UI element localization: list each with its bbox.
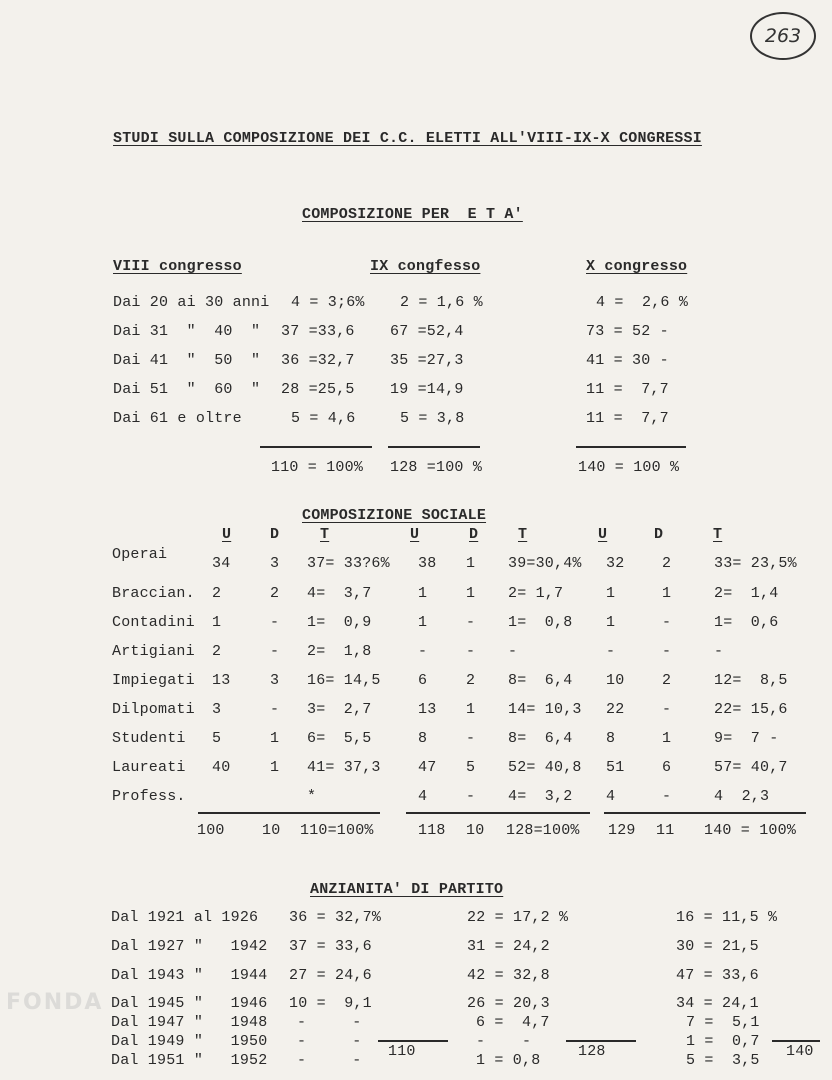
eta-row-ix: 5 = 3,8 [400,410,465,427]
col-header-t: T [518,526,528,543]
sociale-row-label: Studenti [112,730,186,747]
sociale-cell: 51 [606,759,625,776]
sociale-cell: 6 [418,672,428,689]
sociale-cell: - [606,643,616,660]
eta-row-viii: 4 = 3;6% [291,294,365,311]
anz-row-viii: 36 = 32,7% [289,909,382,926]
archive-watermark: FONDA [6,990,104,1015]
anz-total-ix: 128 [578,1043,606,1060]
anz-row-viii: 37 = 33,6 [289,938,372,955]
congress-viii-label: VIII congresso [113,258,242,275]
sociale-cell: 1 [270,759,280,776]
eta-row-ix: 19 =14,9 [390,381,464,398]
sociale-cell: 2 [466,672,476,689]
col-header-d: D [270,526,280,543]
anz-row-ix: - - [476,1033,532,1050]
anz-row-label: Dal 1943 " 1944 [111,967,268,984]
eta-heading: COMPOSIZIONE PER E T A' [302,206,523,223]
sum-rule [378,1040,448,1042]
col-header-t: T [320,526,330,543]
sociale-row-label: Laureati [112,759,186,776]
sociale-cell: 2 [662,672,672,689]
sociale-heading: COMPOSIZIONE SOCIALE [302,507,487,524]
anz-row-viii: 27 = 24,6 [289,967,372,984]
eta-row-label: Dai 20 ai 30 anni [113,294,270,311]
anz-row-label: Dal 1947 " 1948 [111,1014,268,1031]
anz-row-ix: 6 = 4,7 [476,1014,550,1031]
eta-row-ix: 35 =27,3 [390,352,464,369]
sociale-total-cell: 10 [466,822,485,839]
sociale-cell: 1= 0,9 [307,614,372,631]
eta-total-ix: 128 =100 % [390,459,483,476]
sociale-cell: - [508,643,518,660]
eta-row-x: 4 = 2,6 % [596,294,689,311]
sociale-cell: 8 [418,730,428,747]
sociale-cell: 2= 1,4 [714,585,779,602]
sociale-cell: 1 [606,585,616,602]
sociale-cell: 1 [418,585,428,602]
sociale-row-label: Impiegati [112,672,195,689]
sociale-cell: 16= 14,5 [307,672,381,689]
sum-rule [576,446,686,448]
sociale-cell: 6= 5,5 [307,730,372,747]
eta-total-x: 140 = 100 % [578,459,680,476]
sociale-cell: 8= 6,4 [508,730,573,747]
anzianita-heading: ANZIANITA' DI PARTITO [310,881,504,898]
sociale-cell: 4 2,3 [714,788,770,805]
anz-row-ix: 1 = 0,8 [476,1052,541,1069]
eta-row-viii: 28 =25,5 [281,381,355,398]
anz-row-viii: 10 = 9,1 [289,995,372,1012]
sociale-cell: 4= 3,7 [307,585,372,602]
col-header-u: U [410,526,420,543]
eta-row-label: Dai 51 " 60 " [113,381,261,398]
sociale-cell: 3= 2,7 [307,701,372,718]
sociale-cell: - [270,701,280,718]
sociale-cell: 13 [212,672,231,689]
sociale-cell: 2 [212,643,222,660]
col-header-t: T [713,526,723,543]
sociale-cell: - [466,788,476,805]
sociale-cell: 13 [418,701,437,718]
sociale-cell: - [662,788,672,805]
col-header-d: D [654,526,664,543]
sociale-cell: 4 [418,788,428,805]
anz-row-x: 30 = 21,5 [676,938,759,955]
sociale-row-label: Braccian. [112,585,195,602]
sociale-cell: 52= 40,8 [508,759,582,776]
sociale-cell: 14= 10,3 [508,701,582,718]
sociale-cell: - [466,730,476,747]
page-number-stamp: 263 [750,12,816,60]
eta-row-x: 41 = 30 - [586,352,669,369]
anz-row-x: 47 = 33,6 [676,967,759,984]
anz-row-label: Dal 1949 " 1950 [111,1033,268,1050]
eta-row-label: Dai 61 e oltre [113,410,242,427]
sum-rule [388,446,480,448]
anz-row-ix: 31 = 24,2 [467,938,550,955]
sociale-cell: 40 [212,759,231,776]
anz-row-x: 34 = 24,1 [676,995,759,1012]
sociale-cell: - [418,643,428,660]
sociale-cell: 1 [418,614,428,631]
sociale-total-cell: 140 = 100% [704,822,797,839]
sociale-total-cell: 10 [262,822,281,839]
anz-row-viii: - - [297,1033,362,1050]
anz-row-label: Dal 1951 " 1952 [111,1052,268,1069]
sociale-cell: - [714,643,724,660]
eta-row-x: 11 = 7,7 [586,410,669,427]
sociale-cell: 1= 0,8 [508,614,573,631]
eta-row-ix: 2 = 1,6 % [400,294,483,311]
anz-row-ix: 42 = 32,8 [467,967,550,984]
sociale-row-label: Contadini [112,614,195,631]
congress-ix-label: IX congfesso [370,258,481,275]
anz-total-x: 140 [786,1043,814,1060]
sociale-cell: 33= 23,5% [714,555,797,572]
sociale-cell: 3 [270,555,280,572]
anz-row-viii: - - [297,1052,362,1069]
anz-row-ix: 22 = 17,2 % [467,909,569,926]
col-header-d: D [469,526,479,543]
sociale-cell: 2 [662,555,672,572]
sociale-cell: 57= 40,7 [714,759,788,776]
sociale-cell: 1= 0,6 [714,614,779,631]
anz-row-label: Dal 1921 al 1926 [111,909,259,926]
anz-row-viii: - - [297,1014,362,1031]
col-header-u: U [222,526,232,543]
sociale-cell: 2 [212,585,222,602]
eta-row-viii: 36 =32,7 [281,352,355,369]
sociale-cell: - [662,701,672,718]
sociale-row-label: Artigiani [112,643,195,660]
sociale-total-cell: 110=100% [300,822,374,839]
sociale-cell: 8 [606,730,616,747]
anz-row-ix: 26 = 20,3 [467,995,550,1012]
sociale-cell: 39=30,4% [508,555,582,572]
col-header-u: U [598,526,608,543]
anz-row-x: 7 = 5,1 [686,1014,760,1031]
sociale-cell: 1 [662,730,672,747]
sociale-cell: 1 [270,730,280,747]
sociale-cell: 3 [212,701,222,718]
sociale-cell: 41= 37,3 [307,759,381,776]
sociale-cell: 1 [662,585,672,602]
sociale-total-cell: 100 [197,822,225,839]
sociale-cell: 10 [606,672,625,689]
sum-rule [566,1040,636,1042]
sociale-cell: - [466,643,476,660]
sociale-cell: 4 [606,788,616,805]
sociale-cell: 5 [212,730,222,747]
sociale-cell: - [662,643,672,660]
sociale-cell: 1 [212,614,222,631]
sociale-cell: 9= 7 - [714,730,779,747]
sociale-cell: 3 [270,672,280,689]
sum-rule [604,812,806,814]
sociale-cell: 6 [662,759,672,776]
document-title: STUDI SULLA COMPOSIZIONE DEI C.C. ELETTI ALL'VIII-IX-X CONGRESSI [113,130,702,147]
eta-row-label: Dai 41 " 50 " [113,352,261,369]
sociale-cell: 8= 6,4 [508,672,573,689]
sociale-cell: 22= 15,6 [714,701,788,718]
eta-total-viii: 110 = 100% [271,459,364,476]
sociale-cell: 37= 33?6% [307,555,390,572]
sociale-cell: - [466,614,476,631]
anz-row-x: 1 = 0,7 [686,1033,760,1050]
sum-rule [406,812,590,814]
sociale-cell: 2 [270,585,280,602]
sociale-cell: 32 [606,555,625,572]
sociale-cell: 34 [212,555,231,572]
sociale-total-cell: 128=100% [506,822,580,839]
sociale-total-cell: 11 [656,822,675,839]
eta-row-x: 11 = 7,7 [586,381,669,398]
anz-row-label: Dal 1927 " 1942 [111,938,268,955]
sociale-cell: 47 [418,759,437,776]
sociale-cell: 2= 1,7 [508,585,564,602]
sociale-row-label: Operai [112,546,168,563]
sociale-cell: 5 [466,759,476,776]
sociale-cell: 38 [418,555,437,572]
eta-row-viii: 37 =33,6 [281,323,355,340]
sociale-cell: 2= 1,8 [307,643,372,660]
sociale-cell: * [307,788,317,805]
eta-row-viii: 5 = 4,6 [291,410,356,427]
eta-row-ix: 67 =52,4 [390,323,464,340]
sociale-cell: 4= 3,2 [508,788,573,805]
anz-row-label: Dal 1945 " 1946 [111,995,268,1012]
sociale-row-label: Dilpomati [112,701,195,718]
congress-x-label: X congresso [586,258,688,275]
anz-row-x: 5 = 3,5 [686,1052,760,1069]
anz-row-x: 16 = 11,5 % [676,909,778,926]
sociale-cell: - [662,614,672,631]
sociale-cell: 1 [466,585,476,602]
sociale-cell: 1 [606,614,616,631]
sociale-cell: - [270,614,280,631]
sum-rule [198,812,380,814]
anz-total-viii: 110 [388,1043,416,1060]
sum-rule [772,1040,820,1042]
sociale-total-cell: 129 [608,822,636,839]
sociale-cell: - [270,643,280,660]
sum-rule [260,446,372,448]
eta-row-label: Dai 31 " 40 " [113,323,261,340]
sociale-cell: 12= 8,5 [714,672,788,689]
sociale-total-cell: 118 [418,822,446,839]
eta-row-x: 73 = 52 - [586,323,669,340]
sociale-cell: 1 [466,555,476,572]
sociale-cell: 22 [606,701,625,718]
sociale-cell: 1 [466,701,476,718]
sociale-row-label: Profess. [112,788,186,805]
